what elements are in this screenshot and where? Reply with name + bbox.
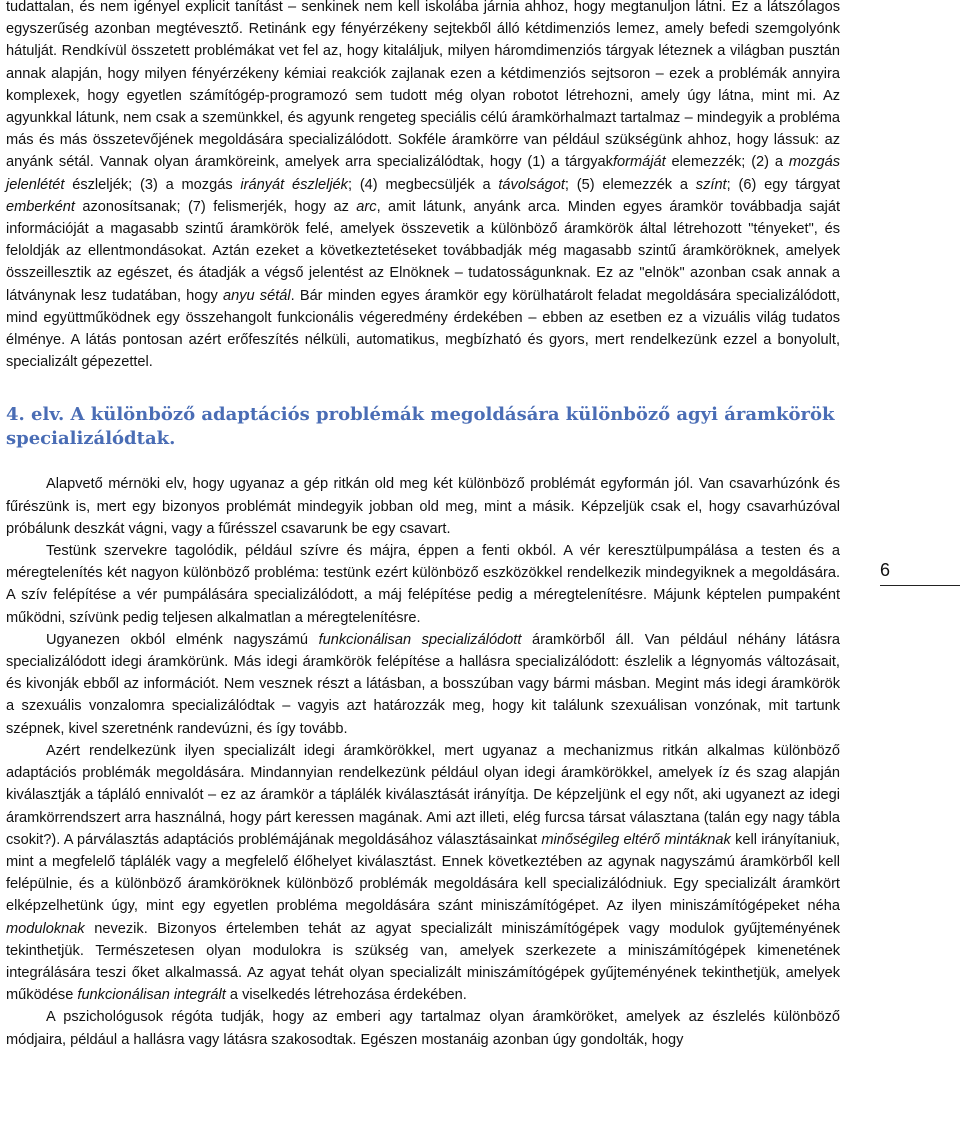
text-run: Testünk szervekre tagolódik, például szívre és májra, éppen a fenti okból. A vér keresztülpumpálása a testen és a méregtelenítés két nagyon különböző probléma: testünk ezért különböző eszközökkel rendelkezik mindegyiknek a megoldására. A szív felépítése a vér pumpálására specializálódott, a máj felépítése pedig a méregtelenítésre. Májunk képtelen pumpaként működni, szívünk pedig teljesen alkalmatlan a méregtelenítésre. bbox=[6, 543, 840, 626]
body-paragraph bbox=[6, 540, 840, 629]
italic-text-run: anyu sétál bbox=[222, 287, 291, 304]
chapter-heading: 4. elv. A különböző adaptációs problémák megoldására különböző agyi áramkörök specializálódtak. bbox=[6, 404, 835, 450]
text-run: ; (6) egy tárgyat bbox=[726, 176, 841, 193]
text-run: kell irányítaniuk, mint a megfelelő táplálék vagy a megfelelő élőhelyet kiválasztást. Ennek következtében az agynak nagyszámú áramkörből kell felépülnie, és a különböző áramköröknek különböző problémák megoldására kell specializálódniuk. Egy specializált áramkört elképzelhetünk úgy, mint egy egyetlen probléma megoldására szánt miniszámítógépet. Az ilyen miniszámítógépeket néha bbox=[6, 831, 840, 915]
text-run: Azért rendelkezünk ilyen specializált idegi áramkörökkel, mert ugyanaz a mechanizmus ritkán alkalmas különböző adaptációs problémák megoldására. Mindannyian rendelkezünk például olyan idegi áramkörökkel, amelyek íz és szag alapján kiválasztják a tápláló ennivalót – ez az áramkör a táplálék kiválasztását irányítja. De képzeljünk el egy nőt, aki ugyanezt az idegi áramkörrendszert arra használná, hogy párt keressen magának. Ami azt illeti, elég furcsa társat választana (talán egy nagy tábla csokit?). A párválasztás adaptációs problémájának megoldásához választásainkat bbox=[6, 742, 840, 848]
document-page bbox=[6, 0, 840, 1051]
italic-text-run: funkcionálisan integrált bbox=[77, 987, 226, 1004]
text-run: Ugyanezen okból elménk nagyszámú bbox=[46, 631, 319, 648]
italic-text-run: irányát észleljék bbox=[240, 176, 348, 193]
text-run: áramkörből áll. Van például néhány látásra specializálódott idegi áramkörünk. Más idegi áramkörök felépítése a hallásra specializálódott: észlelik a légnyomás változásait, és kivonják ebből az információt. Nem vesznek részt a látásban, a bosszúban vagy bármi másban. Megint más idegi áramkörök a szexuális vonzalomra specializálódtak – vagyis azt határozzák meg, hogy kit találunk szexuálisan vonzónak, mit tartunk szépnek, kivel szeretnénk randevúzni, és így tovább. bbox=[6, 631, 840, 737]
italic-text-run: funkcionálisan specializálódott bbox=[318, 631, 522, 648]
italic-text-run: színt bbox=[695, 176, 727, 193]
italic-text-run: emberként bbox=[6, 198, 75, 215]
body-paragraph bbox=[6, 473, 840, 540]
text-run: tudattalan, és nem igényel explicit tanítást – senkinek nem kell iskolába járnia ahhoz, hogy megtanuljon látni. Ez a látszólagos egyszerűség azonban megtévesztő. Retinánk egy fényérzékeny sejtekből álló kétdimenziós lemez, amely befedi szemgolyónk hátulját. Rendkívül összetett problémákat vet fel az, hogy kitaláljuk, milyen háromdimenziós tárgyak léteznek a világban pusztán annak alapján, hogy milyen fényérzékeny kémiai reakciók zajlanak ezen a kétdimenziós sejtsoron – ezek a problémák annyira komplexek, hogy egyetlen számítógép-programozó sem tudott még olyan robotot létrehozni, amely úgy látna, mint mi. Az agyunkkal látunk, nem csak a szemünkkel, és agyunk rengeteg speciális célú áramkörhalmazt tartalmaz – mindegyik a probléma más és más összetevőjének megoldására specializálódott. Sokféle áramkörre van például szükségünk ahhoz, hogy lássuk: az anyánk sétál. Vannak olyan áramköreink, amelyek arra specializálódtak, hogy (1) a tárgyak bbox=[6, 0, 840, 171]
text-run: azonosítsanak; (7) felismerjék, hogy az bbox=[74, 198, 357, 215]
text-run: . Bár minden egyes áramkör egy körülhatárolt feladat megoldására specializálódott, mind együttműködnek egy összehangolt funkcionális végeredmény érdekében – ebben az esetben ez a vizuális világ tudatos élménye. A látás pontosan azért erőfeszítés nélküli, automatikus, megbízható és gyors, mert rendelkezünk ezzel a bonyolult, specializált gépezettel. bbox=[6, 287, 840, 371]
text-run: elemezzék; (2) a bbox=[665, 154, 789, 171]
body-paragraph bbox=[6, 1006, 840, 1050]
text-run: Alapvető mérnöki elv, hogy ugyanaz a gép ritkán old meg két különböző problémát egyformán jól. Van csavarhúzónk és fűrészünk is, mert egy bizonyos problémát mindegyik jobban old meg, mint a másik. Képzeljük csak el, hogy csavarhúzóval próbálunk deszkát vágni, vagy a fűrésszel csavarunk be egy csavart. bbox=[6, 476, 840, 537]
italic-text-run: távolságot bbox=[498, 176, 565, 193]
page-number: 6 bbox=[880, 560, 960, 586]
body-paragraph bbox=[6, 740, 840, 1006]
italic-text-run: moduloknak bbox=[6, 920, 85, 937]
italic-text-run: mozgás jelenlétét bbox=[6, 154, 840, 193]
text-run: nevezik. Bizonyos értelemben tehát az agyat specializált miniszámítógépek vagy modulok gyűjteményének tekinthetjük. Természetesen olyan modulokra is szükség van, amelyek szerkezete a miniszámítógépek kimenetének integrálására teszi őket alkalmassá. Az agyat tehát olyan specializált miniszámítógépek gyűjteményének tekinthetjük, amelyek működése bbox=[6, 920, 840, 1004]
text-run: a viselkedés létrehozása érdekében. bbox=[225, 987, 467, 1004]
italic-text-run: arc bbox=[356, 198, 377, 215]
intro-paragraph bbox=[6, 0, 840, 373]
body-paragraphs bbox=[6, 473, 840, 1050]
italic-text-run: minőségileg eltérő mintáknak bbox=[541, 831, 731, 848]
text-run: ; (4) megbecsüljék a bbox=[347, 176, 499, 193]
text-run: ; (5) elemezzék a bbox=[564, 176, 696, 193]
text-run: , amit látunk, anyánk arca. Minden egyes áramkör továbbadja saját információját a magasabb szintű áramkörök felé, amelyek összevetik a különböző áramkörök által létrehozott "tényeket", és feloldják az ellentmondásokat. Aztán ezeket a következtetéseket továbbadják még magasabb szintű áramköröknek, amelyek összeillesztik az egészet, és átadják a végső jelentést az Elnöknek – tudatosságunknak. Ez az "elnök" azonban csak annak a látványnak lesz tudatában, hogy bbox=[6, 198, 840, 304]
body-paragraph bbox=[6, 629, 840, 740]
italic-text-run: formáját bbox=[612, 154, 666, 171]
text-run: A pszichológusok régóta tudják, hogy az emberi agy tartalmaz olyan áramköröket, amelyek az észlelés különböző módjaira, például a hallásra vagy látásra szakosodtak. Egészen mostanáig azonban úgy gondolták, hogy bbox=[6, 1009, 840, 1048]
text-run: észleljék; (3) a mozgás bbox=[64, 176, 241, 193]
